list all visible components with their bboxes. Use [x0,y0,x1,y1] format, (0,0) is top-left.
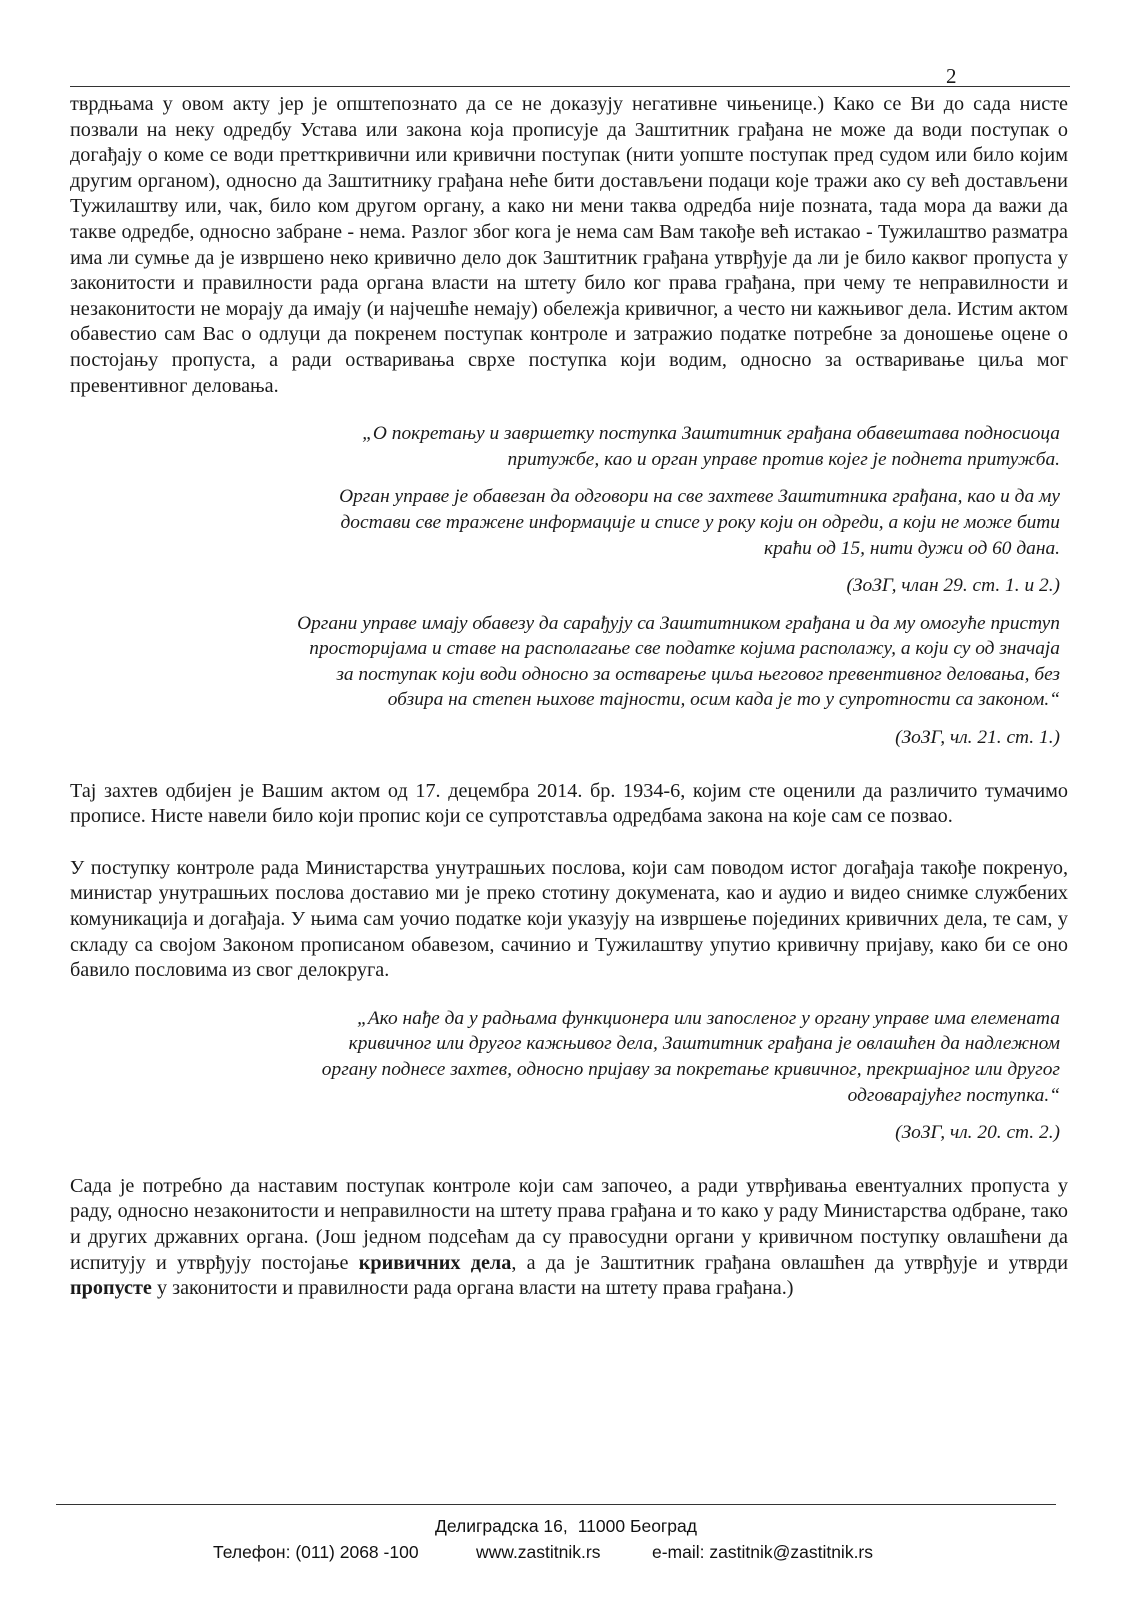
quote-1-paragraph-3: Органи управе имају обавезу да сарађују са Заштитником грађана и да му омогуће приступ просторијама и ставе на располагање све податке којима располажу, а који су од значаја за поступак који води односно за остварење циља његовог превентивног деловања, без обзира на степен њихове тајности, осим када је то у супротности са законом.“ [297,612,1060,711]
footer-divider [56,1504,1056,1505]
law-quote-1b [290,611,1060,713]
letter-body [70,92,1068,1302]
footer-address [0,1516,1132,1537]
bold-term-criminal-acts: кривичних дела [358,1251,512,1274]
footer-website[interactable]: www.zastitnik.rs [476,1542,601,1562]
quote-1-paragraph-1: „О покретању и завршетку поступка Заштитник грађана обавештава подносиоца притужбе, као и орган управе против којег је поднета притужба. [362,423,1060,470]
quote-2-paragraph: „Ако нађе да у радњама функционера или запосленог у органу управе има елемената кривичног или другог кажњивог дела, Заштитник грађана је овлашћен да надлежном органу поднесе захтев, односно пријаву за покретање кривичног, прекршајног или другог одговарајућег поступка.“ [321,1007,1060,1106]
paragraph-3: У поступку контроле рада Министарства унутрашњих послова, који сам поводом истог догађаја такође покренуо, министар унутрашњих послова доставио ми је преко стотину докумената, као и аудио и видео снимке службених комуникација и догађаја. У њима сам уочио податке који указују на извршење појединих кривичних дела, те сам, у складу са својом Законом прописаном обавезом, сачинио и Тужилаштву упутио кривичну пријаву, како би се оно бавило пословима из свог делокруга. [70,856,1068,982]
quote-1-citation-1: (ЗоЗГ, члан 29. ст. 1. и 2.) [846,575,1060,597]
footer-postal: 11000 Београд [577,1516,697,1536]
bold-term-omissions: пропусте [70,1277,152,1300]
page-number: 2 [946,64,957,88]
quote-1-paragraph-2: Орган управе је обавезан да одговори на све захтеве Заштитника грађана, као и да му достави све тражене информације и списе у року који он одреди, а који не може бити краћи од 15, нити дужи од 60 дана. [339,486,1060,559]
paragraph-2: Тај захтев одбијен је Вашим актом од 17. децембра 2014. бр. 1934-6, којим сте оценили да различито тумачимо прописе. Нисте навели било који пропис који се супротстављa одредбама закона на које сам се позвао. [70,779,1068,828]
quote-2-citation: (ЗоЗГ, чл. 20. ст. 2.) [895,1122,1060,1144]
law-quote-2 [290,1006,1060,1108]
footer-street: Делиградска 16, [434,1516,568,1536]
paragraph-1: тврдњама у овом акту јер је општепознато да се не доказују негативне чињенице.) Како се Ви до сада нисте позвали на неку одредбу Устава или закона која прописује да Заштитник грађана не може да води поступак о догађају о коме се води претткривични или кривични поступак (нити уопште поступак пред судом или било којим другим органом), односно да Заштитнику грађана неће бити достављени подаци које тражи ако су већ достављени Тужилаштву или, чак, било ком другом органу, а како ни мени таква одредба није позната, тада мора да важи да такве одредбе, односно забране - нема. Разлог због кога је нема сам Вам такође већ истакао - Тужилаштво разматра има ли сумње да је извршено неко кривично дело док Заштитник грађана утврђује да ли је било каквог пропуста у законитости и правилности рада органа власти на штету било ког права грађана, при чему те неправилности и незаконитости не морају да имају (и најчешће немају) обележја кривичног, а често ни кажњивог дела. Истим актом обавестио сам Вас о одлуци да покренем поступак контроле и затражио податке потребне за доношење оцене о постојању пропуста, а ради остваривања сврхе поступка који водим, односно за остваривање циља мог превентивног деловања. [70,93,1068,397]
quote-1-citation-2: (ЗоЗГ, чл. 21. ст. 1.) [895,727,1060,749]
footer-phone: Телефон: (011) 2068 -100 [213,1542,419,1562]
law-quote-1 [290,421,1060,561]
footer-email[interactable]: e-mail: zastitnik@zastitnik.rs [652,1542,874,1562]
paragraph-4: Сада је потребно да наставим поступак контроле који сам започео, а ради утврђивања евентуалних пропуста у раду, односно незаконитости и неправилности на штету права грађана и то како у раду Министарства одбране, тако и других државних органа. (Још једном подсећам да су правосудни органи у кривичном поступку овлашћени да испитују и утврђују постојање кривичних дела, а да је Заштитник грађана овлашћен да утврђује и утврди пропусте у законитости и правилности рада органа власти на штету права грађана.) [70,1174,1068,1300]
header-divider [70,86,1070,87]
